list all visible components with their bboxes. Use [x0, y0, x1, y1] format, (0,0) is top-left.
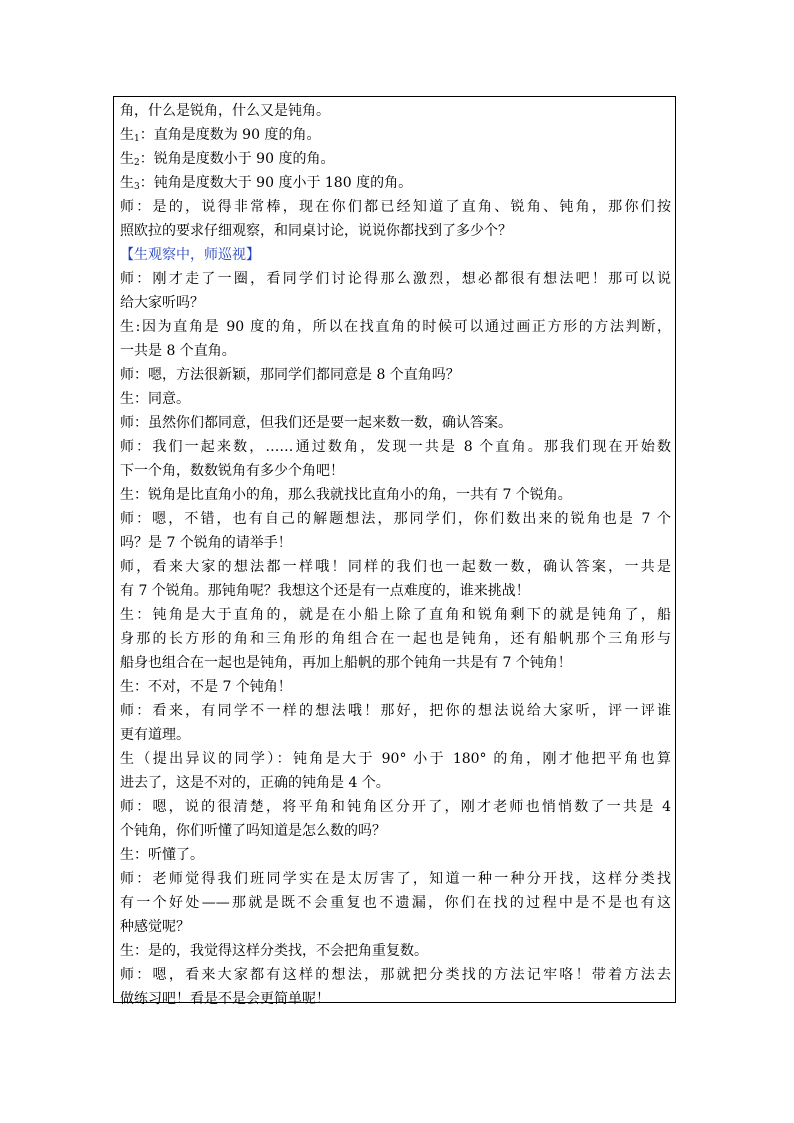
transcript-line: [120, 123, 671, 147]
transcript-line: [120, 963, 671, 987]
transcript-line: [120, 531, 671, 555]
line-text: 生：钝角是大于直角的，就是在小船上除了直角和锐角剩下的就是钝角了，船: [120, 607, 671, 623]
speaker-label: 生: [120, 151, 134, 167]
line-text: 角，什么是锐角，什么又是钝角。: [120, 103, 330, 119]
line-text: 一共是 8 个直角。: [120, 343, 236, 359]
transcript-line: [120, 387, 671, 411]
transcript-line: [120, 459, 671, 483]
line-text: 下一个角，数数锐角有多少个角吧！: [120, 463, 344, 479]
transcript-line: [120, 195, 671, 219]
line-text: 做练习吧！看是不是会更简单呢！: [120, 991, 330, 1007]
transcript-line: [120, 939, 671, 963]
line-text: 师：嗯，不错，也有自己的解题想法，那同学们，你们数出来的锐角也是 7 个: [120, 511, 671, 527]
transcript-line: [120, 891, 671, 915]
line-text: 更有道理。: [120, 727, 190, 743]
transcript-line: [120, 627, 671, 651]
transcript-line: [120, 771, 671, 795]
line-text: 师：嗯，看来大家都有这样的想法，那就把分类找的方法记牢咯！带着方法去: [120, 967, 671, 983]
transcript-line: [120, 507, 671, 531]
line-text: 师：老师觉得我们班同学实在是太厉害了，知道一种一种分开找，这样分类找: [120, 871, 671, 887]
lesson-transcript-cell: [113, 96, 676, 1007]
line-text: 种感觉呢？: [120, 919, 190, 935]
transcript-line: [120, 267, 671, 291]
line-text: 照欧拉的要求仔细观察，和同桌讨论，说说你都找到了多少个？: [120, 223, 512, 239]
line-text: 给大家听吗？: [120, 295, 204, 311]
line-text: 师：我们一起来数，……通过数角，发现一共是 8 个直角。那我们现在开始数: [120, 439, 671, 455]
transcript-line: [120, 219, 671, 243]
transcript-line: [120, 171, 671, 195]
speaker-label: 生: [120, 175, 134, 191]
line-text: 师：刚才走了一圈，看同学们讨论得那么激烈，想必都很有想法吧！那可以说: [120, 271, 671, 287]
transcript-line: [120, 723, 671, 747]
line-text: 生:因为直角是 90 度的角，所以在找直角的时候可以通过画正方形的方法判断，: [120, 319, 671, 335]
transcript-line: [120, 411, 671, 435]
line-text: 师：看来，有同学不一样的想法哦！那好，把你的想法说给大家听，评一评谁: [120, 703, 671, 719]
line-text: 有一个好处——那就是既不会重复也不遗漏，你们在找的过程中是不是也有这: [120, 895, 671, 911]
transcript-line: [120, 795, 671, 819]
line-text: ：钝角是度数大于 90 度小于 180 度的角。: [139, 175, 413, 191]
speaker-index: 2: [134, 158, 140, 168]
transcript-line: [120, 315, 671, 339]
line-text: 师：虽然你们都同意，但我们还是要一起来数一数，确认答案。: [120, 415, 512, 431]
line-text: ：直角是度数为 90 度的角。: [139, 127, 321, 143]
transcript-line: [120, 555, 671, 579]
transcript-line: [120, 987, 671, 1011]
line-text: 师：是的，说得非常棒，现在你们都已经知道了直角、锐角、钝角，那你们按: [120, 199, 671, 215]
line-text: 【生观察中，师巡视】: [120, 247, 260, 263]
line-text: 生：不对，不是 7 个钝角！: [120, 679, 292, 695]
transcript-line: [120, 99, 671, 123]
transcript-line: [120, 699, 671, 723]
line-text: 吗？是 7 个锐角的请举手！: [120, 535, 292, 551]
line-text: 生（提出异议的同学）：钝角是大于 90° 小于 180° 的角，刚才他把平角也算: [120, 751, 671, 767]
transcript-line: [120, 747, 671, 771]
line-text: 身那的长方形的角和三角形的角组合在一起也是钝角，还有船帆那个三角形与: [120, 631, 671, 647]
line-text: 进去了，这是不对的，正确的钝角是 4 个。: [120, 775, 390, 791]
speaker-index: 1: [134, 134, 140, 144]
transcript-line: [120, 291, 671, 315]
transcript-line: [120, 675, 671, 699]
transcript-line: [120, 819, 671, 843]
transcript-line: [120, 915, 671, 939]
transcript-line: [120, 339, 671, 363]
transcript-line: [120, 603, 671, 627]
transcript-line: [120, 579, 671, 603]
transcript-line: [120, 435, 671, 459]
transcript-line: [120, 483, 671, 507]
transcript-line: [120, 843, 671, 867]
line-text: 有 7 个锐角。那钝角呢？我想这个还是有一点难度的，谁来挑战！: [120, 583, 530, 599]
line-text: 船身也组合在一起也是钝角，再加上船帆的那个钝角一共是有 7 个钝角！: [120, 655, 572, 671]
transcript-line: [120, 363, 671, 387]
line-text: 生：同意。: [120, 391, 190, 407]
transcript-line: [120, 867, 671, 891]
line-text: 生：听懂了。: [120, 847, 204, 863]
line-text: 师，看来大家的想法都一样哦！同样的我们也一起数一数，确认答案，一共是: [120, 559, 671, 575]
speaker-label: 生: [120, 127, 134, 143]
transcript-line: [120, 147, 671, 171]
line-text: 生：是的，我觉得这样分类找，不会把角重复数。: [120, 943, 428, 959]
line-text: 师：嗯，方法很新颖，那同学们都同意是 8 个直角吗？: [120, 367, 460, 383]
line-text: 个钝角，你们听懂了吗知道是怎么数的吗？: [120, 823, 386, 839]
section-note: [120, 243, 671, 267]
line-text: 生：锐角是比直角小的角，那么我就找比直角小的角，一共有 7 个锐角。: [120, 487, 572, 503]
line-text: 师：嗯，说的很清楚，将平角和钝角区分开了，刚才老师也悄悄数了一共是 4: [120, 799, 671, 815]
transcript-line: [120, 651, 671, 675]
speaker-index: 3: [134, 182, 140, 192]
line-text: ：锐角是度数小于 90 度的角。: [139, 151, 335, 167]
